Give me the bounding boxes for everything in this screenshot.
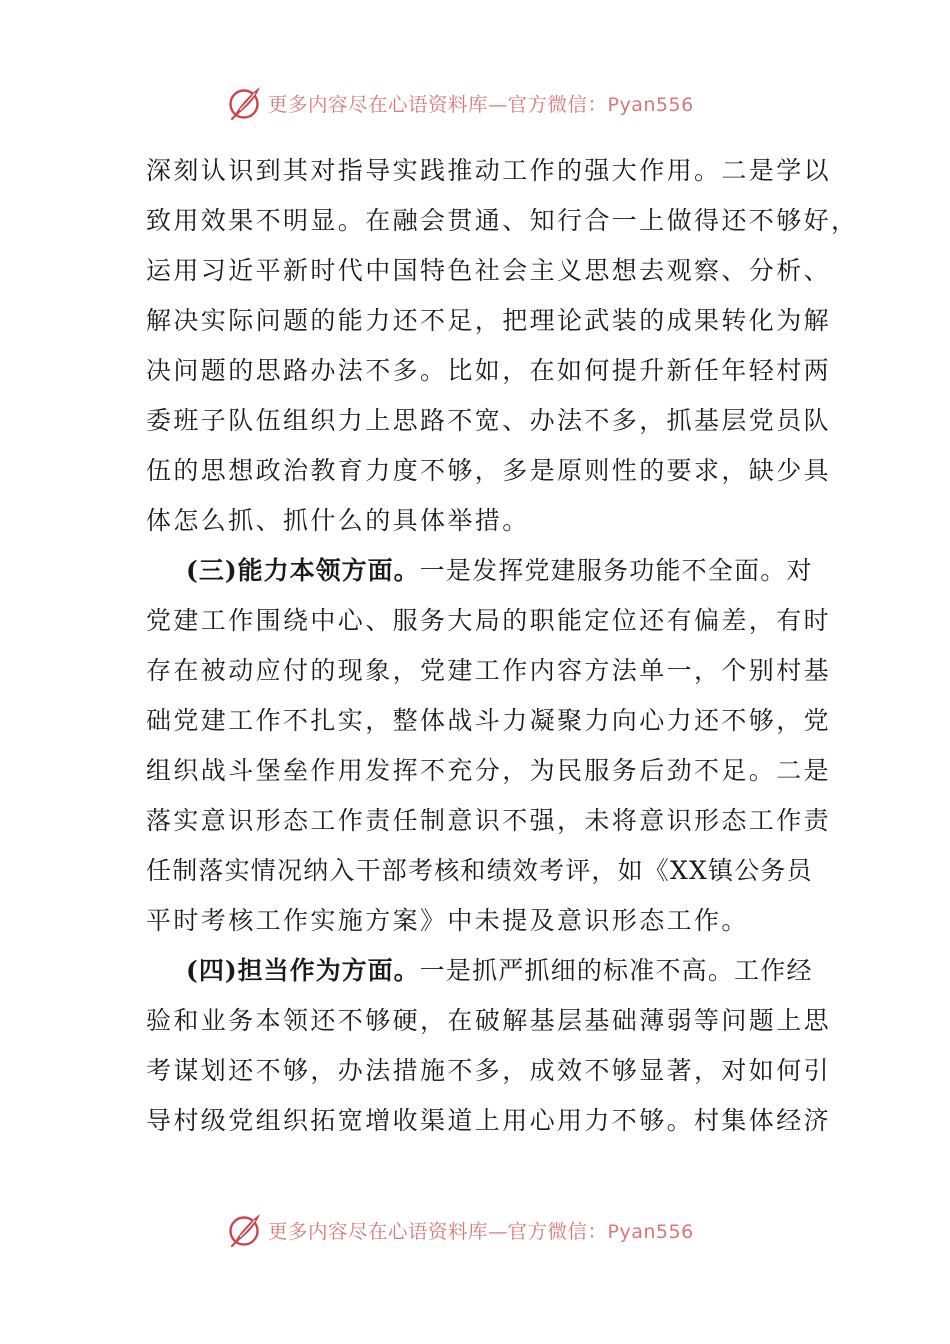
footer-wechat-id: Pyan556 [607, 1221, 694, 1243]
paragraph1-line: 体怎么抓、抓什么的具体举措。 [146, 506, 530, 535]
paragraph1-line: 委班子队伍组织力上思路不宽、办法不多，抓基层党员队 [146, 406, 832, 435]
section3-line: 党建工作围绕中心、服务大局的职能定位还有偏差，有时 [146, 606, 832, 635]
section4-first-line-rest: 一是抓严抓细的标准不高。工作经 [419, 956, 813, 985]
paragraph1-line: 致用效果不明显。在融会贯通、知行合一上做得还不够好， [146, 206, 859, 235]
footer-separator: — [488, 1220, 508, 1243]
footer-banner [226, 1210, 694, 1250]
header-wechat-label: 官方微信： [507, 93, 608, 116]
section4-line: 考谋划还不够，办法措施不多，成效不够显著，对如何引 [146, 1056, 832, 1085]
header-wechat-id: Pyan556 [607, 94, 694, 116]
paragraph1-line: 决问题的思路办法不多。比如，在如何提升新任年轻村两 [146, 356, 832, 385]
section3-first-line-rest: 一是发挥党建服务功能不全面。对 [419, 556, 813, 585]
quill-pen-logo-icon [226, 1211, 264, 1249]
footer-wechat-label: 官方微信： [507, 1220, 608, 1243]
section4-line: 验和业务本领还不够硬，在破解基层基础薄弱等问题上思 [146, 1006, 832, 1035]
section3-line: 础党建工作不扎实，整体战斗力凝聚力向心力还不够，党 [146, 706, 832, 735]
document-body [146, 146, 859, 1146]
header-banner [226, 83, 694, 123]
paragraph1-line: 深刻认识到其对指导实践推动工作的强大作用。二是学以 [146, 156, 832, 185]
section3-line: 存在被动应付的现象，党建工作内容方法单一，个别村基 [146, 656, 832, 685]
section3-line: 组织战斗堡垒作用发挥不充分，为民服务后劲不足。二是 [146, 756, 832, 785]
quill-pen-logo-icon [226, 84, 264, 122]
section4-heading: (四)担当作为方面。 [186, 956, 420, 985]
paragraph1-line: 解决实际问题的能力还不足，把理论武装的成果转化为解 [146, 306, 832, 335]
section3-first-line [146, 546, 813, 596]
section3-heading: (三)能力本领方面。 [186, 556, 420, 585]
section3-line: 任制落实情况纳入干部考核和绩效考评，如《XX镇公务员 [146, 856, 813, 885]
footer-banner-text [268, 1216, 694, 1244]
section4-line: 导村级党组织拓宽增收渠道上用心用力不够。村集体经济 [146, 1106, 832, 1135]
header-banner-text [268, 89, 694, 117]
paragraph1-line: 伍的思想政治教育力度不够，多是原则性的要求，缺少具 [146, 456, 832, 485]
footer-site-text: 更多内容尽在心语资料库 [268, 1220, 489, 1243]
header-site-text: 更多内容尽在心语资料库 [268, 93, 489, 116]
section3-line: 平时考核工作实施方案》中未提及意识形态工作。 [146, 906, 749, 935]
section4-first-line [146, 946, 813, 996]
header-separator: — [488, 93, 508, 116]
paragraph1-line: 运用习近平新时代中国特色社会主义思想去观察、分析、 [146, 256, 832, 285]
section3-line: 落实意识形态工作责任制意识不强，未将意识形态工作责 [146, 806, 832, 835]
